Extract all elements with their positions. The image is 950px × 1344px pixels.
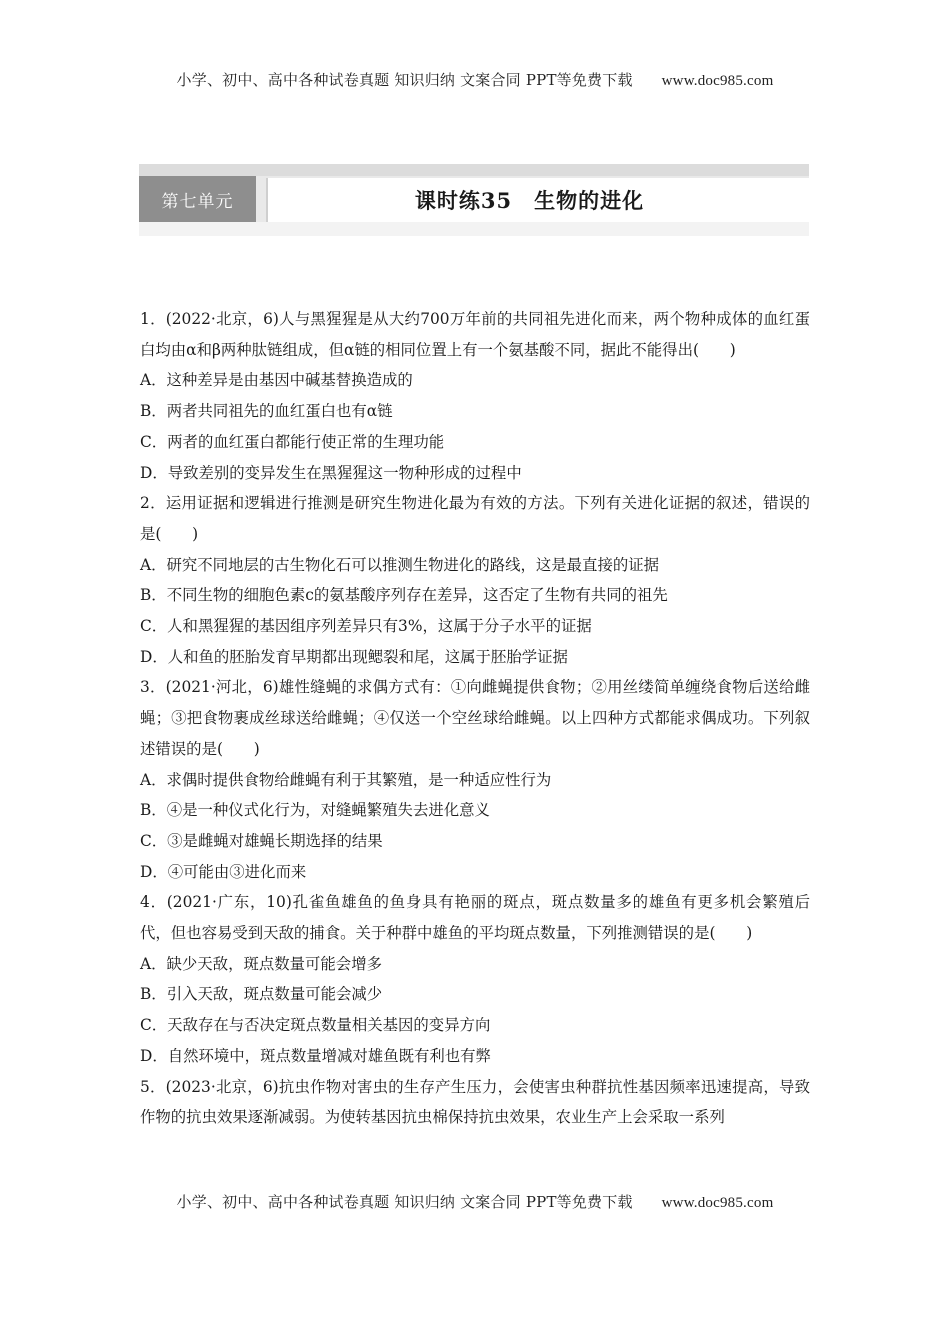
question-1 — [140, 304, 810, 488]
option-b: B．不同生物的细胞色素c的氨基酸序列存在差异，这否定了生物有共同的祖先 — [140, 586, 668, 605]
lesson-title-box — [266, 178, 811, 222]
option-b: B．两者共同祖先的血红蛋白也有α链 — [140, 402, 393, 421]
option-c: C．两者的血红蛋白都能行使正常的生理功能 — [140, 432, 445, 451]
lesson-title: 课时练35 生物的进化 — [414, 188, 645, 213]
question-stem: 4．(2021·广东，10)孔雀鱼雄鱼的鱼身具有艳丽的斑点，斑点数量多的雄鱼有更多机会繁殖后代，但也容易受到天敌的捕食。关于种群中雄鱼的平均斑点数量，下列推测错误的是( ) — [140, 893, 810, 943]
page-header — [0, 69, 950, 90]
footer-text: 小学、初中、高中各种试卷真题 知识归纳 文案合同 PPT等免费下载 — [176, 1193, 633, 1211]
question-5 — [140, 1072, 810, 1133]
option-d: D．导致差别的变异发生在黑猩猩这一物种形成的过程中 — [140, 463, 522, 482]
option-d: D．自然环境中，斑点数量增减对雄鱼既有利也有弊 — [140, 1046, 491, 1065]
option-c: C．天敌存在与否决定斑点数量相关基因的变异方向 — [140, 1016, 491, 1035]
banner-bottom-strip — [139, 222, 809, 236]
unit-banner — [139, 164, 809, 236]
option-a: A．缺少天敌，斑点数量可能会增多 — [140, 954, 382, 973]
option-c: C．③是雌蝇对雄蝇长期选择的结果 — [140, 831, 383, 850]
header-text: 小学、初中、高中各种试卷真题 知识归纳 文案合同 PPT等免费下载 — [176, 71, 633, 89]
banner-top-strip — [139, 164, 809, 176]
question-stem: 2．运用证据和逻辑进行推测是研究生物进化最为有效的方法。下列有关进化证据的叙述，错误的是( ) — [140, 494, 810, 543]
option-d: D．人和鱼的胚胎发育早期都出现鳃裂和尾，这属于胚胎学证据 — [140, 647, 568, 666]
header-url: www.doc985.com — [661, 73, 774, 89]
question-list — [140, 304, 810, 1133]
page-footer — [0, 1191, 950, 1212]
question-stem: 3．(2021·河北，6)雄性缝蝇的求偶方式有：①向雌蝇提供食物；②用丝缕简单缠绕食物后送给雌蝇；③把食物裹成丝球送给雌蝇；④仅送一个空丝球给雌蝇。以上四种方式都能求偶成功。下列叙述错误的是( ) — [140, 678, 810, 758]
option-a: A．求偶时提供食物给雌蝇有利于其繁殖，是一种适应性行为 — [140, 770, 552, 789]
option-d: D．④可能由③进化而来 — [140, 862, 307, 881]
option-c: C．人和黑猩猩的基因组序列差异只有3%，这属于分子水平的证据 — [140, 617, 592, 636]
footer-url: www.doc985.com — [661, 1195, 774, 1211]
question-stem: 5．(2023·北京，6)抗虫作物对害虫的生存产生压力，会使害虫种群抗性基因频率迅速提高，导致作物的抗虫效果逐渐减弱。为使转基因抗虫棉保持抗虫效果，农业生产上会采取一系列 — [140, 1077, 810, 1127]
question-2 — [140, 488, 810, 672]
option-b: B．④是一种仪式化行为，对缝蝇繁殖失去进化意义 — [140, 801, 490, 820]
option-a: A．研究不同地层的古生物化石可以推测生物进化的路线，这是最直接的证据 — [140, 555, 660, 574]
question-stem: 1．(2022·北京，6)人与黑猩猩是从大约700万年前的共同祖先进化而来，两个物种成体的血红蛋白均由α和β两种肽链组成，但α链的相同位置上有一个氨基酸不同，据此不能得出( ) — [140, 310, 810, 359]
unit-label: 第七单元 — [139, 176, 256, 222]
question-4 — [140, 887, 810, 1071]
option-b: B．引入天敌，斑点数量可能会减少 — [140, 985, 383, 1004]
option-a: A．这种差异是由基因中碱基替换造成的 — [140, 371, 413, 390]
question-3 — [140, 672, 810, 887]
